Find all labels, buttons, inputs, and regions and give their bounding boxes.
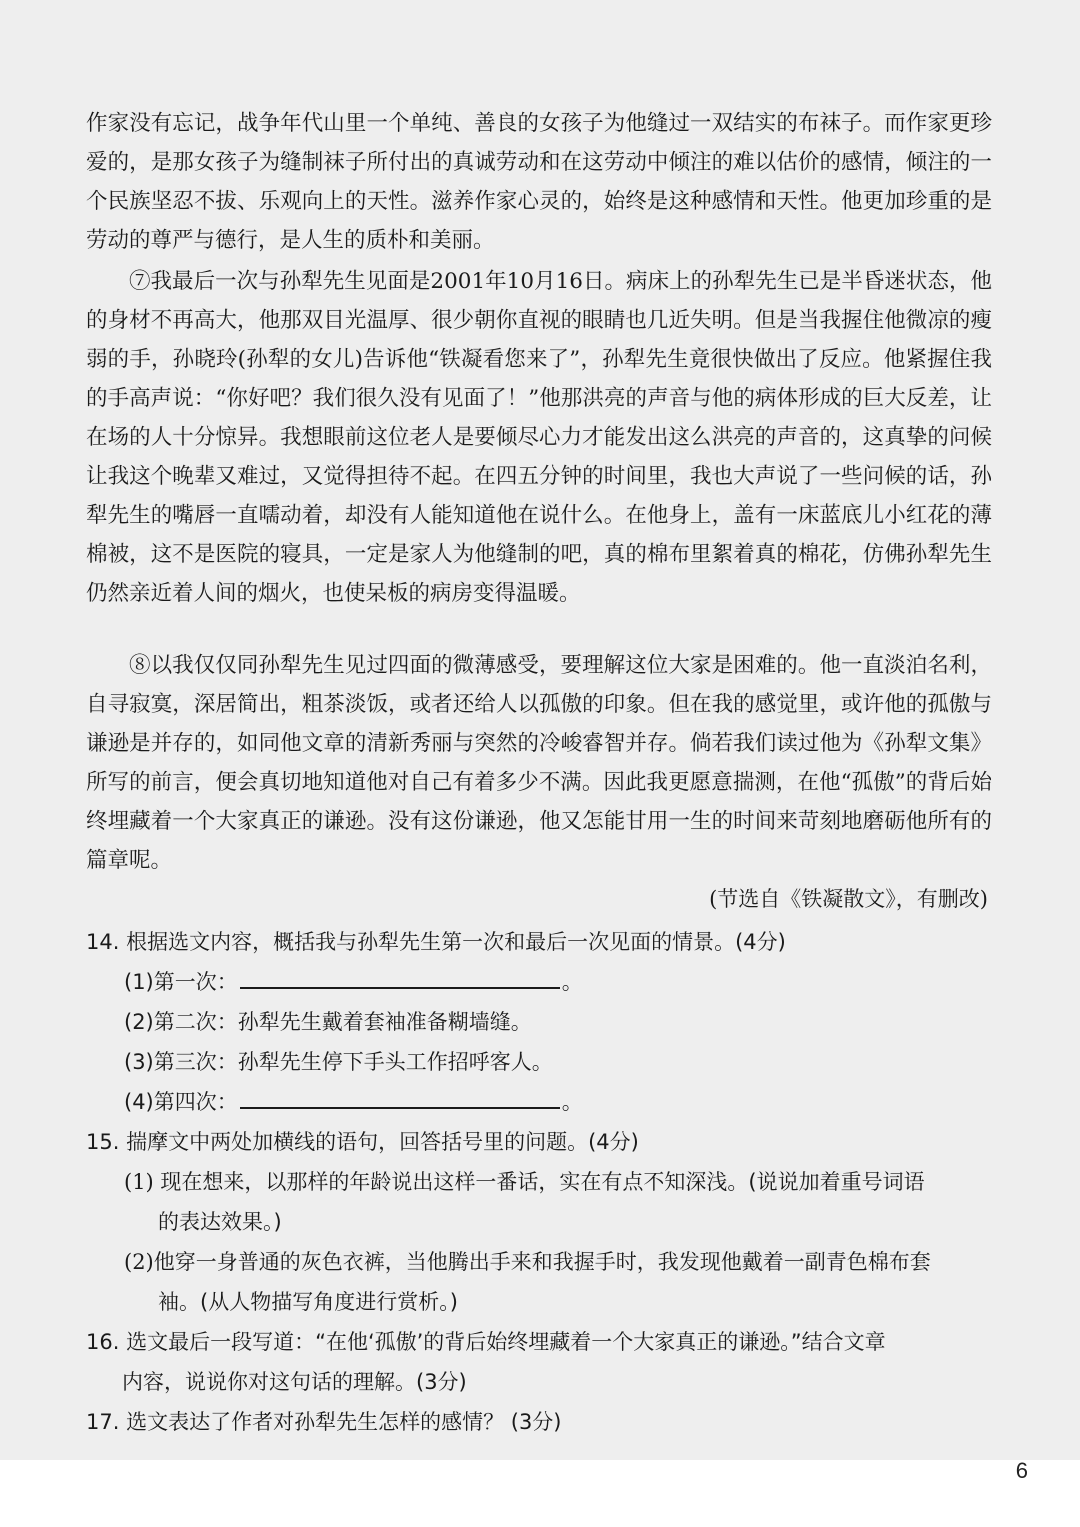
question-15-item-2-continued	[86, 1282, 996, 1322]
question-14-stem: 14. 根据选文内容，概括我与孙犁先生第一次和最后一次见面的情景。(4分)	[86, 930, 786, 954]
question-14-item-2: (2)第二次：孙犁先生戴着套袖准备糊墙缝。	[124, 1010, 532, 1034]
question-15-item-2	[86, 1242, 996, 1282]
question-14-item-1	[86, 962, 996, 1002]
question-15-item-1-continued: 的表达效果。)	[158, 1210, 282, 1234]
question-15-item-2-task: (从人物描写角度进行赏析。)	[200, 1290, 458, 1314]
question-16-stem-a: 16. 选文最后一段写道：“在他‘孤傲’的背后始终埋藏着一个大家真正的谦逊。”结合文章	[86, 1330, 886, 1354]
question-15-item-2-sentence-b: 袖。	[158, 1290, 200, 1314]
question-14-item-3: (3)第三次：孙犁先生停下手头工作招呼客人。	[124, 1050, 553, 1074]
question-14-item-1-label: (1)第一次：	[124, 970, 238, 994]
question-15-stem: 15. 揣摩文中两处加横线的语句，回答括号里的问题。(4分)	[86, 1130, 639, 1154]
question-16-stem-b: 内容，说说你对这句话的理解。(3分)	[122, 1370, 467, 1394]
page-number: 6	[1015, 1458, 1028, 1483]
question-14-item-4-period: 。	[561, 1090, 583, 1114]
question-15-item-1-task-a: (说说加着重号词语	[748, 1170, 925, 1194]
question-14-item-1-period: 。	[561, 970, 583, 994]
essay-paragraph-8: ⑧以我仅仅同孙犁先生见过四面的微薄感受，要理解这位大家是困难的。他一直淡泊名利，自寻寂寞，深居简出，粗茶淡饭，或者还给人以孤傲的印象。但在我的感觉里，或许他的孤傲与谦逊是并存的，如同他文章的清新秀丽与突然的冷峻睿智并存。倘若我们读过他为《孙犁文集》所写的前言，便会真切地知道他对自己有着多少不满。因此我更愿意揣测，在他“孤傲”的背后始终埋藏着一个大家真正的谦逊。没有这份谦逊，他又怎能甘用一生的时间来苛刻地磨砺他所有的篇章呢。	[86, 653, 992, 873]
question-17-stem: 17. 选文表达了作者对孙犁先生怎样的感情？ (3分)	[86, 1410, 562, 1434]
question-15-item-1-sentence: (1) 现在想来，以那样的年龄说出这样一番话，实在有点不知深浅。	[124, 1170, 749, 1194]
answer-blank-last-meeting[interactable]	[240, 1085, 560, 1109]
question-15-item-2-sentence-a: (2)他穿一身普通的灰色衣裤，当他腾出手来和我握手时，我发现他戴着一副青色棉布套	[124, 1250, 931, 1274]
question-15-item-1	[86, 1162, 996, 1202]
essay-paragraph-continued: 作家没有忘记，战争年代山里一个单纯、善良的女孩子为他缝过一双结实的布袜子。而作家更珍爱的，是那女孩子为缝制袜子所付出的真诚劳动和在这劳动中倾注的难以估价的感情，倾注的一个民族坚忍不拔、乐观向上的天性。滋养作家心灵的，始终是这种感情和天性。他更加珍重的是劳动的尊严与德行，是人生的质朴和美丽。	[86, 111, 992, 253]
essay-paragraph-7: ⑦我最后一次与孙犁先生见面是2001年10月16日。病床上的孙犁先生已是半昏迷状态，他的身材不再高大，他那双目光温厚、很少朝你直视的眼睛也几近失明。但是当我握住他微凉的瘦弱的手，孙晓玲(孙犁的女儿)告诉他“铁凝看您来了”，孙犁先生竟很快做出了反应。他紧握住我的手高声说：“你好吧？我们很久没有见面了！”他那洪亮的声音与他的病体形成的巨大反差，让在场的人十分惊异。我想眼前这位老人是要倾尽心力才能发出这么洪亮的声音的，这真挚的问候让我这个晚辈又难过，又觉得担待不起。在四五分钟的时间里，我也大声说了一些问候的话，孙犁先生的嘴唇一直嚅动着，却没有人能知道他在说什么。在他身上，盖有一床蓝底儿小红花的薄棉被，这不是医院的寝具，一定是家人为他缝制的吧，真的棉布里絮着真的棉花，仿佛孙犁先生仍然亲近着人间的烟火，也使呆板的病房变得温暖。	[86, 269, 992, 606]
question-14-item-4-label: (4)第四次：	[124, 1090, 238, 1114]
source-citation: (节选自《铁凝散文》，有删改)	[709, 887, 988, 911]
question-14-item-4	[86, 1082, 996, 1122]
answer-blank-first-meeting[interactable]	[240, 965, 560, 989]
question-section	[86, 922, 996, 1442]
